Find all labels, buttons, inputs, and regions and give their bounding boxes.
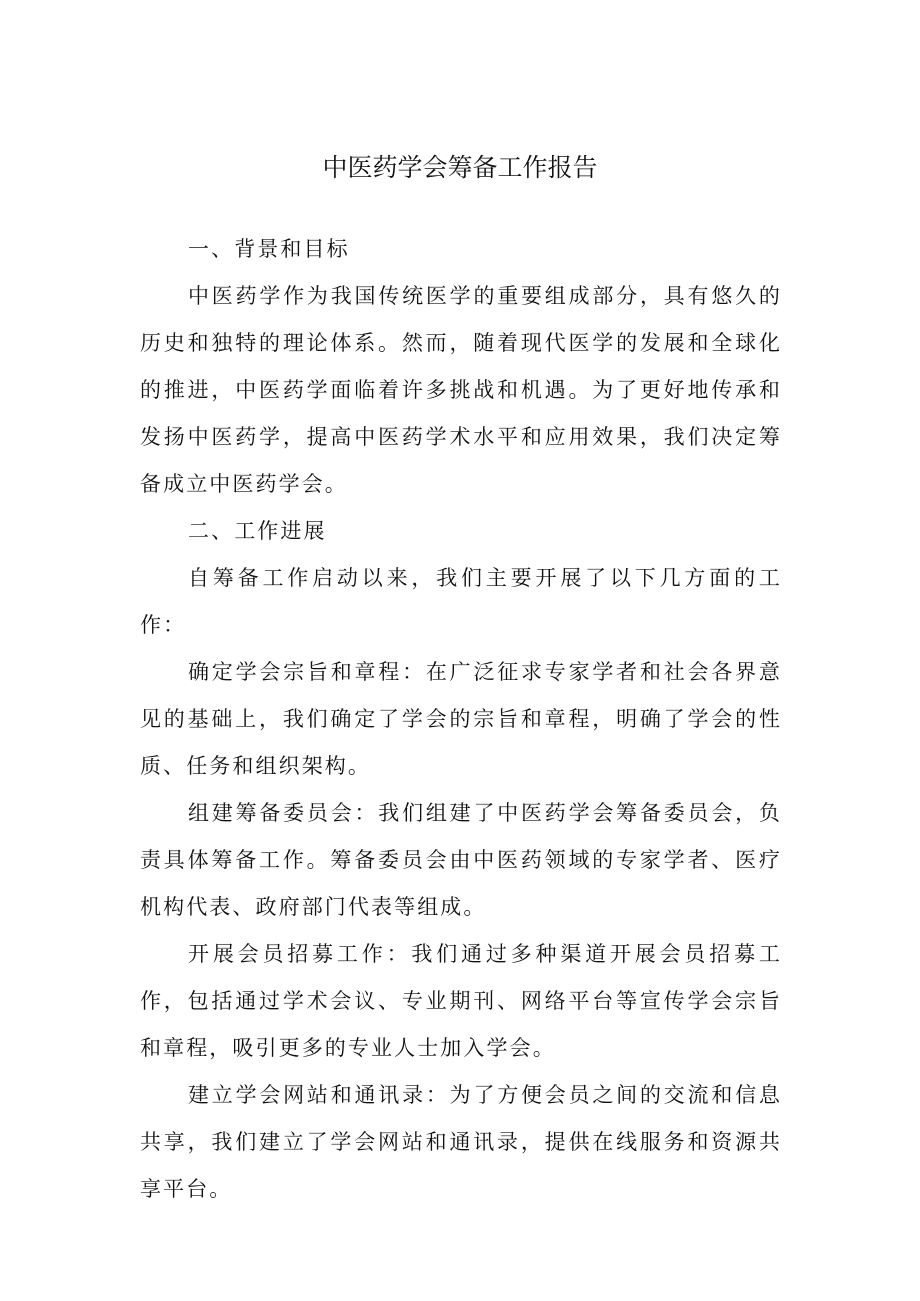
paragraph-membership: 开展会员招募工作：我们通过多种渠道开展会员招募工作，包括通过学术会议、专业期刊、网络平台等宣传学会宗旨和章程，吸引更多的专业人士加入学会。 bbox=[140, 942, 782, 1060]
section-heading-progress: 二、工作进展 bbox=[188, 519, 327, 543]
document-body bbox=[140, 226, 782, 1213]
paragraph-background: 中医药学作为我国传统医学的重要组成部分，具有悠久的历史和独特的理论体系。然而，随着现代医学的发展和全球化的推进，中医药学面临着许多挑战和机遇。为了更好地传承和发扬中医药学，提高中医药学术水平和应用效果，我们决定筹备成立中医药学会。 bbox=[140, 284, 782, 496]
paragraph-charter: 确定学会宗旨和章程：在广泛征求专家学者和社会各界意见的基础上，我们确定了学会的宗旨和章程，明确了学会的性质、任务和组织架构。 bbox=[140, 660, 782, 778]
paragraph-website: 建立学会网站和通讯录：为了方便会员之间的交流和信息共享，我们建立了学会网站和通讯录，提供在线服务和资源共享平台。 bbox=[140, 1083, 782, 1201]
section-heading-background: 一、背景和目标 bbox=[188, 237, 350, 261]
document-title: 中医药学会筹备工作报告 bbox=[322, 153, 598, 182]
paragraph-progress-intro: 自筹备工作启动以来，我们主要开展了以下几方面的工作： bbox=[140, 566, 782, 637]
paragraph-committee: 组建筹备委员会：我们组建了中医药学会筹备委员会，负责具体筹备工作。筹备委员会由中医药领域的专家学者、医疗机构代表、政府部门代表等组成。 bbox=[140, 801, 782, 919]
